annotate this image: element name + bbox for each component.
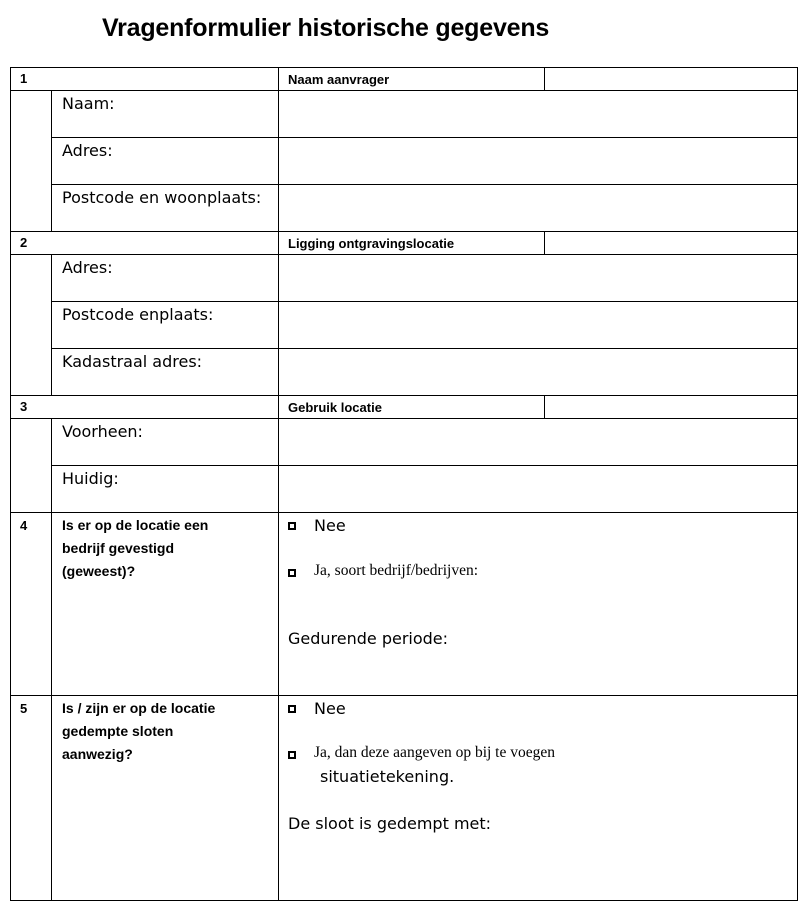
checkbox-yes[interactable] [288,569,296,577]
section-extra-field[interactable] [545,396,797,418]
form-title: Vragenformulier historische gegevens [102,14,550,42]
border-left [10,67,11,901]
filled-with-label: De sloot is gedempt met: [288,814,492,833]
question-line: Is er op de locatie een [62,517,209,533]
previous-use-input[interactable] [279,419,797,465]
question-text [62,514,277,583]
border-bottom [10,900,798,901]
question-line: aanwezig? [62,746,133,762]
questionnaire-form [10,67,798,901]
field-label: Adres: [62,258,113,277]
question-line: bedrijf gevestigd [62,540,175,556]
question-line: (geweest)? [62,563,136,579]
postcode-city-input[interactable] [279,185,797,231]
section-extra-field[interactable] [545,232,797,254]
checkbox-no[interactable] [288,522,296,530]
section-number: 1 [20,71,28,86]
section-extra-field[interactable] [545,68,797,90]
rule [10,512,798,513]
checkbox-no[interactable] [288,705,296,713]
field-label: Adres: [62,141,113,160]
section-title: Ligging ontgravingslocatie [288,236,455,251]
period-label: Gedurende periode: [288,629,449,648]
field-label: Postcode enplaats: [62,305,214,324]
question-text [62,697,277,766]
section-number: 3 [20,399,28,414]
name-input[interactable] [279,91,797,137]
checkbox-yes[interactable] [288,751,296,759]
cadastral-address-input[interactable] [279,349,797,395]
option-no-label: Nee [314,516,346,535]
field-label: Kadastraal adres: [62,352,203,371]
option-yes-label: Ja, dan deze aangeven op bij te voegen [314,744,556,761]
question-line: Is / zijn er op de locatie [62,700,216,716]
option-no-label: Nee [314,699,346,718]
field-label: Huidig: [62,469,119,488]
border-right [797,67,798,901]
question-number: 4 [20,518,28,533]
question-number: 5 [20,701,28,716]
rule [10,695,798,696]
field-label: Voorheen: [62,422,143,441]
section-number: 2 [20,235,28,250]
field-label: Naam: [62,94,115,113]
option-yes-label-continued: situatietekening. [320,767,455,786]
address-input[interactable] [279,138,797,184]
column-divider [51,90,52,231]
location-address-input[interactable] [279,255,797,301]
section-title: Naam aanvrager [288,72,390,87]
column-divider [51,418,52,512]
column-divider [51,254,52,395]
field-label: Postcode en woonplaats: [62,188,262,207]
location-postcode-input[interactable] [279,302,797,348]
question-line: gedempte sloten [62,723,174,739]
option-yes-label: Ja, soort bedrijf/bedrijven: [314,562,478,579]
column-divider [51,512,52,901]
current-use-input[interactable] [279,466,797,512]
section-title: Gebruik locatie [288,400,382,415]
